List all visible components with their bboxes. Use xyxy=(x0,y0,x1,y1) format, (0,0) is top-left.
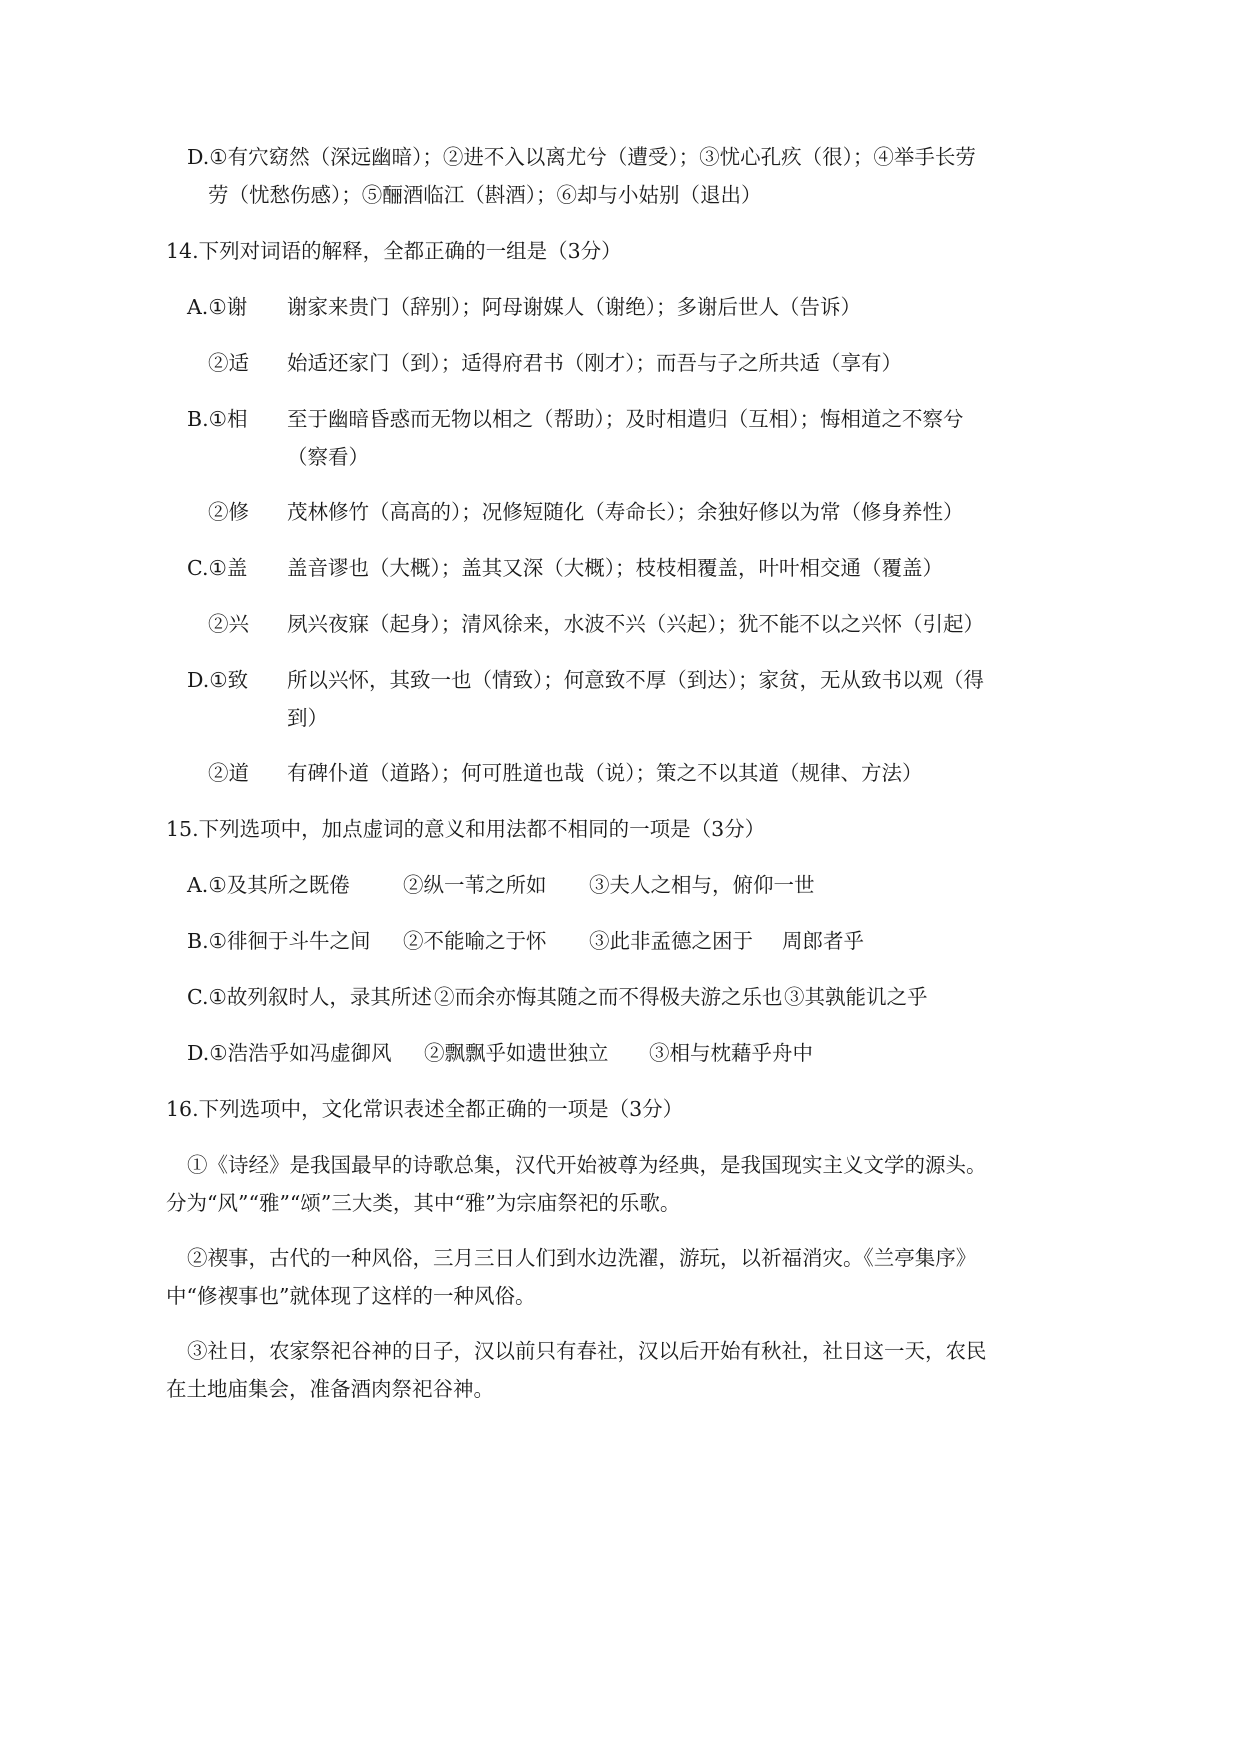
q15-b-3: ③此非孟德之困于 xyxy=(589,929,753,953)
q13-option-d-line2: 劳（忧愁伤感）；⑤酾酒临江（斟酒）；⑥却与小姑别（退出） xyxy=(208,183,762,207)
q13-option-d-line1: D.①有穴窈然（深远幽暗）；②进不入以离尤兮（遭受）；③忧心孔疚（很）；④举手长劳 xyxy=(187,145,976,169)
q16-item2-line2: 中“修禊事也”就体现了这样的一种风俗。 xyxy=(166,1284,536,1308)
q16-item2-line1: ②禊事，古代的一种风俗，三月三日人们到水边洗濯，游玩，以祈福消灾。《兰亭集序》 xyxy=(187,1246,977,1270)
q15-c-2: ②而余亦悔其随之而不得极夫游之乐也 xyxy=(434,985,783,1009)
q15-a-2: ②纵一苇之所如 xyxy=(403,873,547,897)
q15-b-1: B.①徘徊于斗牛之间 xyxy=(187,929,371,953)
q14-c1-label: C.①盖 xyxy=(187,556,248,580)
q14-b1-text-line1: 至于幽暗昏惑而无物以相之（帮助）；及时相遣归（互相）；悔相道之不察兮 xyxy=(287,407,964,431)
q15-a-3: ③夫人之相与，俯仰一世 xyxy=(589,873,815,897)
q14-d2-label: ②道 xyxy=(208,761,249,785)
q14-b2-label: ②修 xyxy=(208,500,249,524)
q14-b2-text: 茂林修竹（高高的）；况修短随化（寿命长）；余独好修以为常（修身养性） xyxy=(287,500,964,524)
q15-b-4: 周郎者乎 xyxy=(782,929,864,953)
q16-stem: 16.下列选项中，文化常识表述全都正确的一项是（3分） xyxy=(166,1097,684,1121)
q14-d1-text-line2: 到） xyxy=(287,706,328,730)
q15-a-1: A.①及其所之既倦 xyxy=(187,873,350,897)
q14-c2-text: 夙兴夜寐（起身）；清风徐来，水波不兴（兴起）；犹不能不以之兴怀（引起） xyxy=(287,612,984,636)
q14-a1-label: A.①谢 xyxy=(187,295,248,319)
q14-b1-text-line2: （察看） xyxy=(287,445,369,469)
q15-c-1: C.①故列叙时人，录其所述 xyxy=(187,985,432,1009)
q14-a1-text: 谢家来贵门（辞别）；阿母谢媒人（谢绝）；多谢后世人（告诉） xyxy=(287,295,861,319)
q15-c-3: ③其孰能讥之乎 xyxy=(784,985,928,1009)
q14-c1-text: 盖音谬也（大概）；盖其又深（大概）；枝枝相覆盖，叶叶相交通（覆盖） xyxy=(287,556,943,580)
q16-item1-line2: 分为“风”“雅”“颂”三大类，其中“雅”为宗庙祭祀的乐歌。 xyxy=(166,1191,681,1215)
q16-item3-line1: ③社日，农家祭祀谷神的日子，汉以前只有春社，汉以后开始有秋社，社日这一天，农民 xyxy=(187,1339,987,1363)
q16-item1-line1: ①《诗经》是我国最早的诗歌总集，汉代开始被尊为经典，是我国现实主义文学的源头。 xyxy=(187,1153,987,1177)
q15-d-2: ②飘飘乎如遗世独立 xyxy=(424,1041,609,1065)
q14-b1-label: B.①相 xyxy=(187,407,248,431)
q15-d-1: D.①浩浩乎如冯虚御风 xyxy=(187,1041,392,1065)
q15-b-2: ②不能喻之于怀 xyxy=(403,929,547,953)
q16-item3-line2: 在土地庙集会，准备酒肉祭祀谷神。 xyxy=(166,1377,494,1401)
q14-stem: 14.下列对词语的解释，全都正确的一组是（3分） xyxy=(166,239,622,263)
q14-d1-text-line1: 所以兴怀，其致一也（情致）；何意致不厚（到达）；家贫，无从致书以观（得 xyxy=(287,668,984,692)
q14-a2-label: ②适 xyxy=(208,351,249,375)
q14-d2-text: 有碑仆道（道路）；何可胜道也哉（说）；策之不以其道（规律、方法） xyxy=(287,761,923,785)
q15-d-3: ③相与枕藉乎舟中 xyxy=(649,1041,813,1065)
q14-d1-label: D.①致 xyxy=(187,668,249,692)
q14-c2-label: ②兴 xyxy=(208,612,249,636)
q14-a2-text: 始适还家门（到）；适得府君书（刚才）；而吾与子之所共适（享有） xyxy=(287,351,902,375)
q15-stem: 15.下列选项中，加点虚词的意义和用法都不相同的一项是（3分） xyxy=(166,817,766,841)
